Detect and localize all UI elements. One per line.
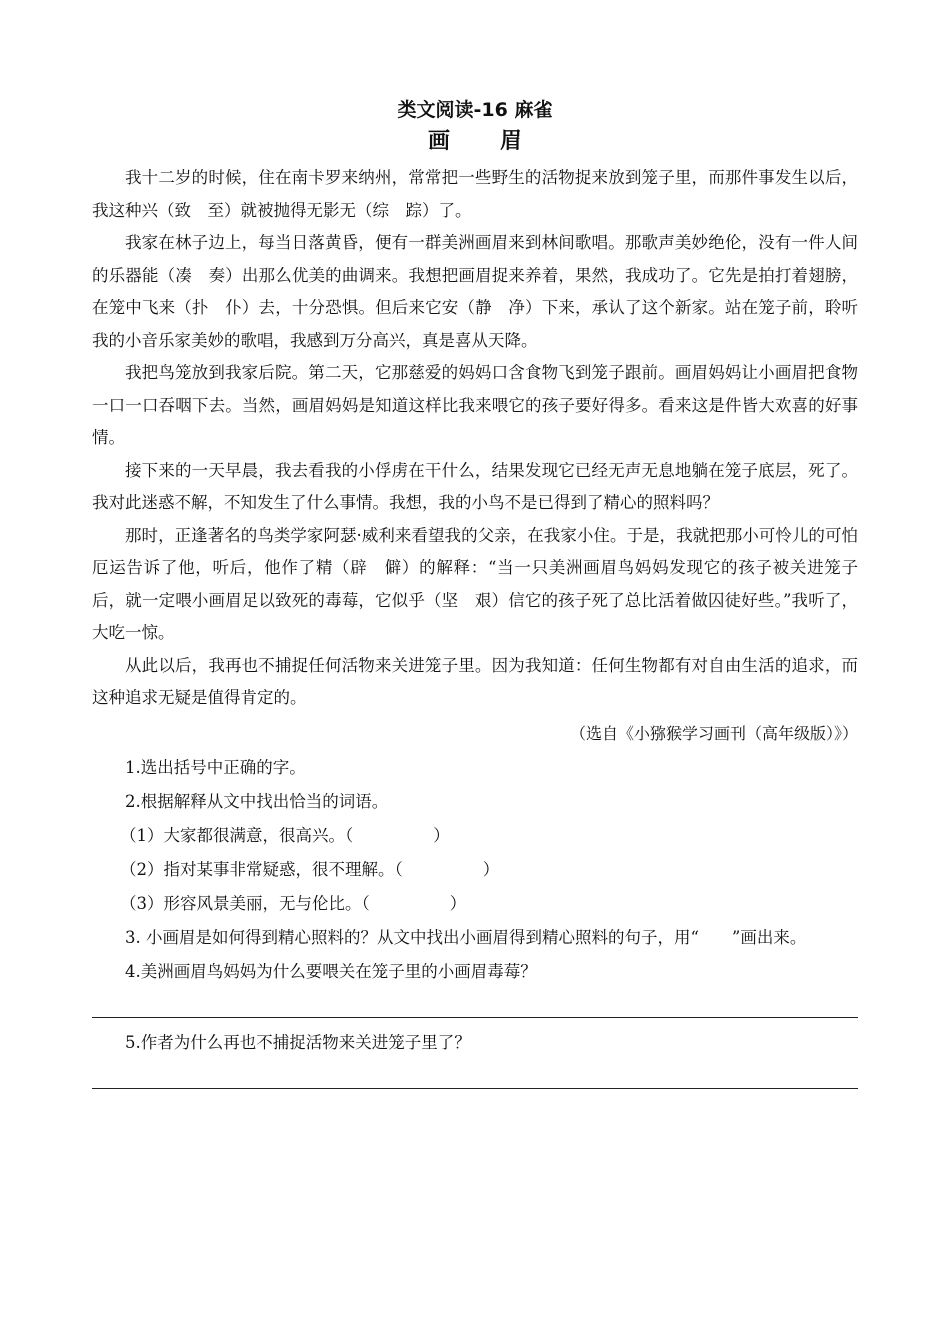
passage-title: 画 眉 [427, 129, 536, 154]
question-2-item-2 [92, 853, 858, 887]
question-4: 4.美洲画眉鸟妈妈为什么要喂关在笼子里的小画眉毒莓？ [125, 961, 537, 981]
question-5: 5.作者为什么再也不捕捉活物来关进笼子里了？ [125, 1032, 471, 1052]
question-2: 2.根据解释从文中找出恰当的词语。 [125, 791, 389, 811]
passage-source: （选自《小猕猴学习画刊（高年级版）》） [569, 723, 858, 743]
question-2-item-3-text: （3）形容风景美丽，无与伦比。（ [120, 893, 370, 913]
passage-paragraph-2: 我家在林子边上，每当日落黄昏，便有一群美洲画眉来到林间歌唱。那歌声美妙绝伦，没有一件人间的乐器能（凑 奏）出那么优美的曲调来。我想把画眉捉来养着，果然，我成功了。它先是拍打着翅膀，在笼中飞来（扑 仆）去，十分恐惧。但后来它安（静 净）下来，承认了这个新家。站在笼子前，聆听我的小音乐家美妙的歌唱，我感到万分高兴，真是喜从天降。 [92, 233, 858, 350]
question-1: 1.选出括号中正确的字。 [125, 757, 306, 777]
passage-paragraph-4: 接下来的一天早晨，我去看我的小俘虏在干什么，结果发现它已经无声无息地躺在笼子底层，死了。我对此迷惑不解，不知发生了什么事情。我想，我的小鸟不是已得到了精心的照料吗？ [92, 460, 858, 512]
question-2-item-1-text: （1）大家都很满意，很高兴。（ [120, 825, 354, 845]
question-2-item-2-text: （2）指对某事非常疑惑，很不理解。（ [120, 859, 403, 879]
passage-body [92, 162, 858, 715]
passage-paragraph-5: 那时，正逢著名的鸟类学家阿瑟·威利来看望我的父亲，在我家小住。于是，我就把那小可怜儿的可怕厄运告诉了他，听后，他作了精（辟 僻）的解释：“当一只美洲画眉鸟妈妈发现它的孩子被关进笼子后，就一定喂小画眉足以致死的毒莓，它似乎（坚 艰）信它的孩子死了总比活着做囚徒好些。”我听了，大吃一惊。 [92, 525, 858, 642]
question-2-item-2-close: ） [482, 859, 500, 879]
worksheet-page [92, 96, 858, 1089]
questions-section [92, 751, 858, 1089]
question-2-item-3 [92, 887, 858, 921]
answer-space-4 [92, 989, 858, 1017]
question-2-item-3-close: ） [449, 893, 467, 913]
passage-paragraph-6: 从此以后，我再也不捕捉任何活物来关进笼子里。因为我知道：任何生物都有对自由生活的追求，而这种追求无疑是值得肯定的。 [92, 655, 858, 707]
question-2-item-1-close: ） [433, 825, 450, 845]
question-3: 3. 小画眉是如何得到精心照料的？从文中找出小画眉得到精心照料的句子，用“ ”画出来。 [125, 927, 807, 947]
worksheet-title: 类文阅读-16 麻雀 [397, 99, 553, 121]
passage-paragraph-1: 我十二岁的时候，住在南卡罗来纳州，常常把一些野生的活物捉来放到笼子里，而那件事发生以后，我这种兴（致 至）就被抛得无影无（综 踪）了。 [92, 168, 858, 220]
answer-line-5[interactable] [92, 1088, 858, 1089]
answer-line-4[interactable] [92, 1017, 858, 1018]
question-2-item-1 [92, 819, 858, 853]
answer-space-5 [92, 1060, 858, 1088]
passage-paragraph-3: 我把鸟笼放到我家后院。第二天，它那慈爱的妈妈口含食物飞到笼子跟前。画眉妈妈让小画眉把食物一口一口吞咽下去。当然，画眉妈妈是知道这样比我来喂它的孩子要好得多。看来这是件皆大欢喜的好事情。 [92, 363, 858, 447]
